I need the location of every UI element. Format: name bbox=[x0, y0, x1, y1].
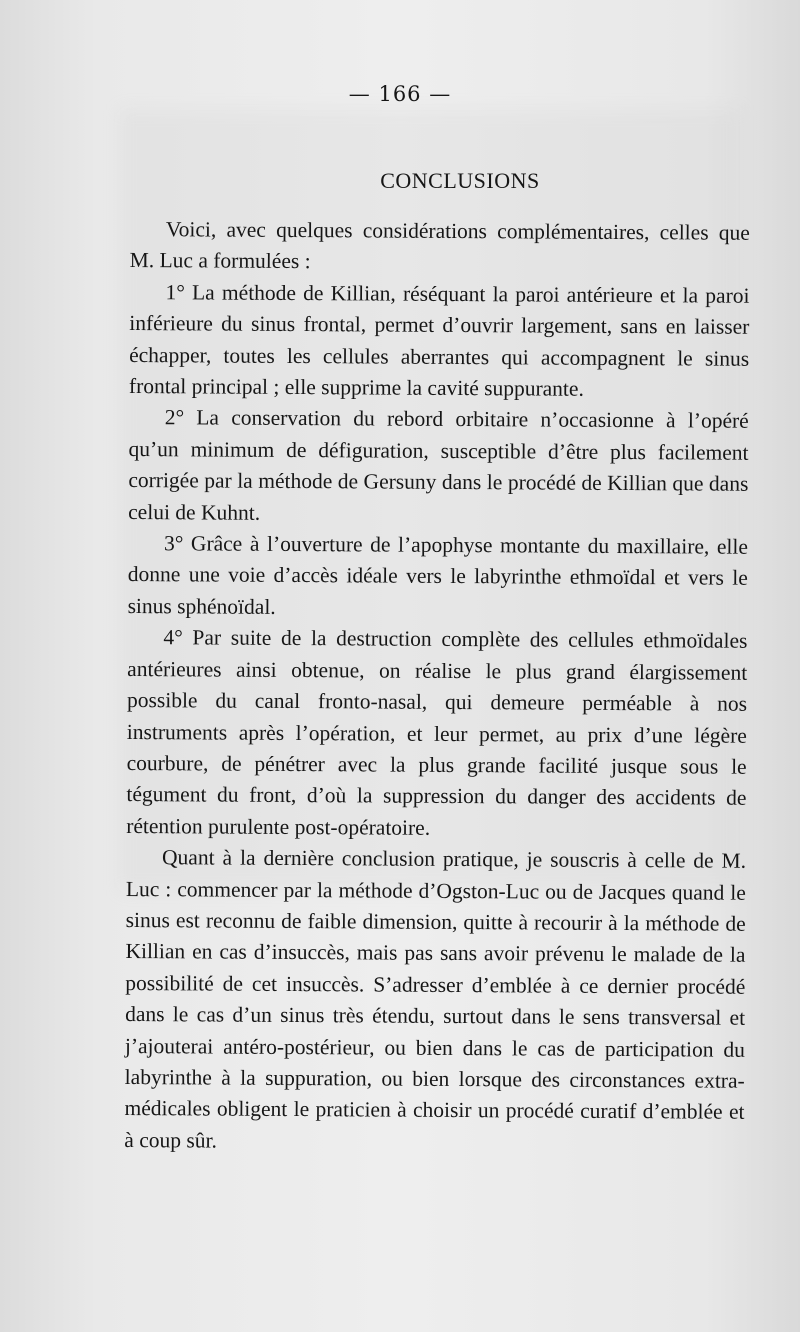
paragraph-conclusion-4: 4° Par suite de la destruction complète des cellules ethmoïdales antérieures ainsi obtenue, on réalise le plus grand élargissement possible du canal fronto-nasal, qui demeure perméable à nos instruments après l’opération, et leur permet, au prix d’une légère courbure, de pénétrer avec la plus grande facilité jusque sous le tégument du front, d’où la suppression du danger des accidents de rétention purulente post-opératoire. bbox=[126, 625, 748, 840]
paragraph-conclusion-3: 3° Grâce à l’ouverture de l’apophyse montante du maxillaire, elle donne une voie d’accès idéale vers le labyrinthe ethmoïdal et vers le sinus sphénoïdal. bbox=[127, 531, 749, 619]
body-text bbox=[124, 214, 750, 1160]
page-number: — 166 — bbox=[348, 82, 452, 106]
paragraph-final: Quant à la dernière conclusion pratique, je souscris à celle de M. Luc : commencer par la méthode d’Ogston-Luc ou de Jacques quand le sinus est reconnu de faible dimension, quitte à recourir à la méthode de Killian en cas d’insuccès, mais pas sans avoir prévenu le malade de la possibilité de cet insuccès. S’adresser d’emblée à ce dernier procédé dans le cas d’un sinus très étendu, surtout dans le sens transversal et j’ajouterai antéro-postérieur, ou bien dans le cas de participation du labyrinthe à la suppuration, ou bien lorsque des circonstances extra-médicales obligent le praticien à choisir un procédé curatif d’emblée et à coup sûr. bbox=[124, 845, 747, 1153]
paragraph-intro: Voici, avec quelques considérations complémentaires, celles que M. Luc a formulées : bbox=[129, 217, 750, 274]
section-heading: CONCLUSIONS bbox=[380, 168, 540, 193]
paragraph-conclusion-1: 1° La méthode de Killian, réséquant la paroi antérieure et la paroi inférieure du sinus frontal, permet d’ouvrir largement, sans en laisser échapper, toutes les cellules aberrantes qui accompagnent le sinus frontal principal ; elle supprime la cavité suppurante. bbox=[128, 280, 750, 401]
paragraph-conclusion-2: 2° La conservation du rebord orbitaire n’occasionne à l’opéré qu’un minimum de défiguration, susceptible d’être plus facilement corrigée par la méthode de Gersuny dans le procédé de Killian que dans celui de Kuhnt. bbox=[128, 405, 749, 525]
